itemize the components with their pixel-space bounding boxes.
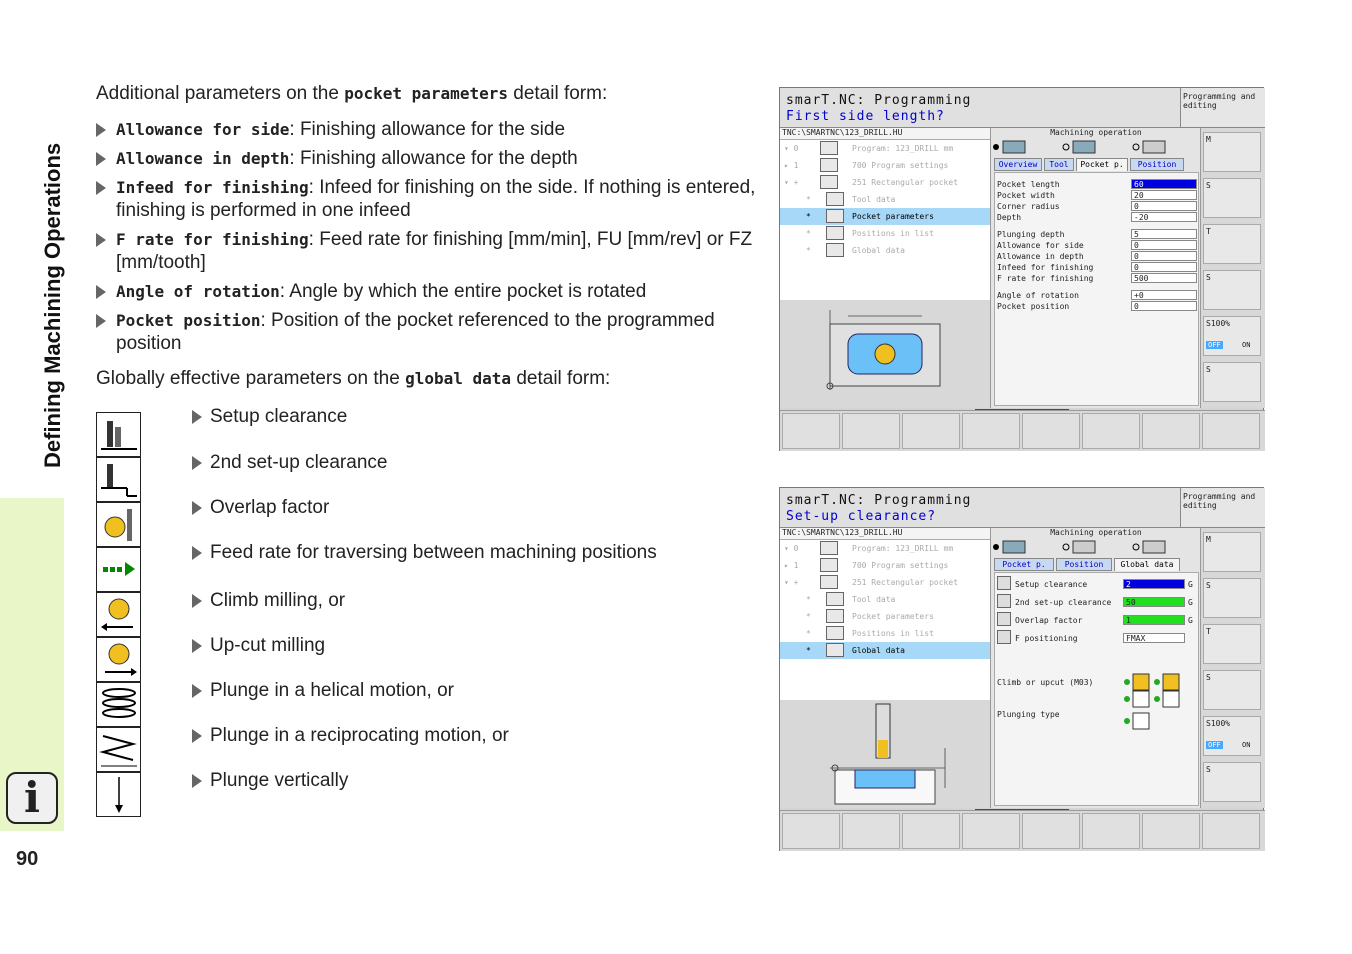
- tree-item[interactable]: [780, 140, 990, 157]
- form-tabs: [994, 158, 1199, 171]
- overlap-factor-icon: [96, 502, 141, 547]
- form-panel: [990, 528, 1200, 808]
- list-item: [96, 228, 756, 274]
- field-input[interactable]: 60: [1131, 179, 1197, 189]
- tree-item[interactable]: [780, 642, 990, 659]
- screen-title: smarT.NC: Programming: [786, 93, 972, 108]
- tree-marker: *: [806, 595, 811, 604]
- second-setup-clearance-icon: [96, 457, 141, 502]
- softkey-label: S: [1206, 765, 1211, 774]
- reciprocating-plunge-icon: [96, 727, 141, 772]
- softkey-2[interactable]: [842, 813, 900, 849]
- tree-node-icon: [826, 592, 844, 606]
- tree-node-icon: [820, 558, 838, 572]
- tree-marker: *: [806, 212, 811, 221]
- field-input[interactable]: +0: [1131, 290, 1197, 300]
- info-icon: i: [6, 772, 58, 824]
- global-item-label: Plunge vertically: [210, 770, 349, 791]
- machining-operation-label: Machining operation: [1050, 528, 1142, 537]
- tree-item[interactable]: [780, 608, 990, 625]
- climb-upcut-row: [995, 677, 1200, 688]
- field-label: Plunging depth: [997, 230, 1065, 239]
- list-item: [192, 770, 348, 792]
- tree-label: 251 Rectangular pocket: [852, 578, 958, 587]
- arrow-right-icon: [192, 501, 202, 515]
- form-row: [995, 179, 1200, 190]
- tool-preview: [780, 700, 990, 808]
- softkey-3[interactable]: [1203, 224, 1261, 264]
- arrow-right-icon: [192, 729, 202, 743]
- softkey-6[interactable]: [1203, 762, 1261, 802]
- plunging-type-label: Plunging type: [997, 710, 1060, 719]
- tree-item[interactable]: [780, 157, 990, 174]
- tree-item[interactable]: [780, 557, 990, 574]
- tab-tool[interactable]: Tool: [1044, 158, 1074, 171]
- global-icon-column: [96, 412, 141, 817]
- arrow-right-icon: [192, 410, 202, 424]
- tab-overview[interactable]: Overview: [994, 158, 1042, 171]
- tree-label: Global data: [852, 246, 905, 255]
- list-item: [96, 309, 756, 355]
- screen-prompt: First side length?: [786, 109, 945, 124]
- tree-node-icon: [820, 575, 838, 589]
- field-label: Pocket width: [997, 191, 1055, 200]
- param-code: Allowance in depth: [116, 149, 290, 168]
- softkey-label: S: [1206, 365, 1211, 374]
- param-text: : Angle by which the entire pocket is rotated: [279, 281, 647, 302]
- vertical-plunge-icon: [96, 772, 141, 817]
- softkey-5[interactable]: [1022, 813, 1080, 849]
- tree-label: 700 Program settings: [852, 161, 949, 170]
- program-tree: [780, 540, 990, 700]
- tree-node-icon: [820, 141, 838, 155]
- field-input[interactable]: 50: [1123, 597, 1185, 607]
- list-item: [192, 497, 329, 519]
- arrow-right-icon: [96, 152, 106, 166]
- softkey-label: M: [1206, 535, 1211, 544]
- list-item: [192, 406, 347, 428]
- tree-item[interactable]: [780, 540, 990, 557]
- field-input[interactable]: 0: [1131, 240, 1197, 250]
- tree-marker: *: [806, 612, 811, 621]
- global-item-label: Overlap factor: [210, 497, 330, 518]
- tab-pocket-p[interactable]: Pocket p.: [994, 558, 1054, 571]
- tree-label: Program: 123_DRILL mm: [852, 144, 954, 153]
- field-icon: [997, 612, 1011, 626]
- tree-marker: *: [806, 646, 811, 655]
- climb-milling-icon: [96, 592, 141, 637]
- tree-label: 700 Program settings: [852, 561, 949, 570]
- field-label: Overlap factor: [1015, 616, 1083, 625]
- off-badge: OFF: [1208, 741, 1221, 749]
- arrow-right-icon: [96, 285, 106, 299]
- tree-marker: *: [806, 195, 811, 204]
- field-icon: [997, 594, 1011, 608]
- field-input[interactable]: 0: [1131, 301, 1197, 311]
- upcut-milling-icon: [96, 637, 141, 682]
- field-label: Pocket length: [997, 180, 1060, 189]
- list-item: [192, 635, 325, 657]
- field-label: Depth: [997, 213, 1022, 222]
- field-input[interactable]: 0: [1131, 262, 1197, 272]
- tree-label: Pocket parameters: [852, 612, 934, 621]
- tree-node-icon: [820, 541, 838, 555]
- tree-marker: *: [806, 246, 811, 255]
- softkey-1[interactable]: [782, 413, 840, 449]
- tree-item[interactable]: [780, 208, 990, 225]
- softkey-3[interactable]: [902, 413, 960, 449]
- tree-node-icon: [820, 158, 838, 172]
- parameter-form: [994, 172, 1199, 406]
- softkey-3[interactable]: [1203, 624, 1261, 664]
- program-tree: [780, 140, 990, 300]
- screen-title: smarT.NC: Programming: [786, 493, 972, 508]
- field-input[interactable]: 20: [1131, 190, 1197, 200]
- softkey-4[interactable]: [1203, 670, 1261, 710]
- field-label: Allowance for side: [997, 241, 1084, 250]
- global-item-label: Up-cut milling: [210, 635, 326, 656]
- softkey-1[interactable]: [1203, 132, 1261, 172]
- sidebar: [0, 0, 64, 954]
- tree-item[interactable]: [780, 191, 990, 208]
- screen-title-bar: [780, 488, 1180, 528]
- softkey-5[interactable]: [1022, 413, 1080, 449]
- tree-item[interactable]: [780, 242, 990, 259]
- softkey-label: T: [1206, 627, 1211, 636]
- field-suffix: G: [1188, 580, 1193, 589]
- intro-paragraph: [96, 82, 756, 105]
- field-label: Setup clearance: [1015, 580, 1088, 589]
- softkey-2[interactable]: [1203, 578, 1261, 618]
- file-path: TNC:\SMARTNC\123_DRILL.HU: [780, 128, 990, 140]
- form-row: [995, 615, 1200, 626]
- tab-position[interactable]: Position: [1056, 558, 1112, 571]
- tree-item[interactable]: [780, 591, 990, 608]
- list-item: [192, 680, 454, 702]
- list-item: [96, 118, 756, 141]
- param-code: F rate for finishing: [116, 230, 309, 249]
- intro-code: pocket parameters: [344, 84, 508, 103]
- tree-node-icon: [826, 609, 844, 623]
- tree-marker: ▾ +: [784, 178, 799, 187]
- field-label: Corner radius: [997, 202, 1060, 211]
- tree-label: Pocket parameters: [852, 212, 934, 221]
- softkey-2[interactable]: [1203, 178, 1261, 218]
- form-row: [995, 262, 1200, 273]
- field-input[interactable]: 0: [1131, 201, 1197, 211]
- softkey-label: S: [1206, 273, 1211, 282]
- softkey-1[interactable]: [782, 813, 840, 849]
- arrow-right-icon: [96, 233, 106, 247]
- tree-node-icon: [826, 643, 844, 657]
- list-item: [192, 452, 387, 474]
- list-item: [192, 590, 345, 612]
- tree-node-icon: [826, 626, 844, 640]
- arrow-right-icon: [192, 594, 202, 608]
- param-text: : Infeed for finishing on the side. If nothing is entered, finishing is performed in one infeed: [116, 177, 756, 221]
- field-suffix: G: [1188, 598, 1193, 607]
- softkey-5[interactable]: [1203, 316, 1261, 356]
- tree-label: Tool data: [852, 595, 896, 604]
- softkey-6[interactable]: [1203, 362, 1261, 402]
- screenshot-pocket-parameters: [779, 87, 1264, 451]
- tree-marker: *: [806, 229, 811, 238]
- global-item-label: Climb milling, or: [210, 590, 346, 611]
- tree-node-icon: [826, 192, 844, 206]
- form-row: [995, 201, 1200, 212]
- field-input[interactable]: 0: [1131, 251, 1197, 261]
- softkey-column: [1200, 528, 1265, 808]
- field-icon: [997, 630, 1011, 644]
- field-input[interactable]: FMAX: [1123, 633, 1185, 643]
- tree-marker: ▾ 0: [784, 144, 799, 153]
- tree-node-icon: [826, 209, 844, 223]
- field-input[interactable]: 1: [1123, 615, 1185, 625]
- tree-label: Global data: [852, 646, 905, 655]
- field-label: Infeed for finishing: [997, 263, 1094, 272]
- tree-marker: ▸ 1: [784, 161, 799, 170]
- arrow-right-icon: [192, 639, 202, 653]
- field-input[interactable]: 2: [1123, 579, 1185, 589]
- global-intro-paragraph: [96, 367, 756, 390]
- tab-position[interactable]: Position: [1130, 158, 1184, 171]
- param-code: Infeed for finishing: [116, 178, 309, 197]
- softkey-7[interactable]: [1142, 813, 1200, 849]
- tree-node-icon: [820, 175, 838, 189]
- global-item-label: 2nd set-up clearance: [210, 452, 388, 473]
- intro-suffix: detail form:: [507, 83, 608, 104]
- global-intro-prefix: Globally effective parameters on the: [96, 368, 406, 389]
- machining-operation-options[interactable]: [991, 539, 1201, 555]
- tree-label: Positions in list: [852, 629, 934, 638]
- form-row: [995, 212, 1200, 223]
- softkey-4[interactable]: [962, 413, 1020, 449]
- bottom-softkey-bar: [780, 410, 1265, 451]
- tree-label: 251 Rectangular pocket: [852, 178, 958, 187]
- tree-label: Positions in list: [852, 229, 934, 238]
- tree-label: Program: 123_DRILL mm: [852, 544, 954, 553]
- param-code: Allowance for side: [116, 120, 290, 139]
- field-input[interactable]: 5: [1131, 229, 1197, 239]
- global-item-label: Feed rate for traversing between machining positions: [210, 542, 657, 563]
- plunging-type-row: [995, 709, 1200, 720]
- tree-marker: *: [806, 629, 811, 638]
- form-row: [995, 579, 1200, 590]
- tree-item[interactable]: [780, 625, 990, 642]
- screenshot-global-data: [779, 487, 1264, 851]
- param-text: : Feed rate for finishing [mm/min], FU [mm/rev] or FZ [mm/tooth]: [116, 229, 753, 273]
- arrow-right-icon: [192, 546, 202, 560]
- tab-global-data[interactable]: Global data: [1114, 558, 1180, 571]
- field-suffix: G: [1188, 616, 1193, 625]
- softkey-1[interactable]: [1203, 532, 1261, 572]
- field-label: Angle of rotation: [997, 291, 1079, 300]
- field-label: F positioning: [1015, 634, 1078, 643]
- softkey-label: M: [1206, 135, 1211, 144]
- pocket-preview: [780, 300, 990, 408]
- global-intro-code: global data: [405, 369, 512, 388]
- field-input[interactable]: -20: [1131, 212, 1197, 222]
- param-code: Pocket position: [116, 311, 261, 330]
- tab-pocket-p[interactable]: Pocket p.: [1076, 158, 1128, 171]
- main-content: [96, 82, 756, 403]
- list-item: [96, 147, 756, 170]
- softkey-label: T: [1206, 227, 1211, 236]
- machining-operation-options[interactable]: [991, 139, 1201, 155]
- on-label: ON: [1242, 741, 1251, 749]
- param-code: Angle of rotation: [116, 282, 280, 301]
- field-label: F rate for finishing: [997, 274, 1094, 283]
- param-text: : Finishing allowance for the side: [289, 119, 566, 140]
- softkey-label: S: [1206, 181, 1211, 190]
- arrow-right-icon: [192, 456, 202, 470]
- arrow-right-icon: [96, 314, 106, 328]
- tree-node-icon: [826, 226, 844, 240]
- softkey-label: S: [1206, 673, 1211, 682]
- tree-item[interactable]: [780, 574, 990, 591]
- file-path: TNC:\SMARTNC\123_DRILL.HU: [780, 528, 990, 540]
- screen-prompt: Set-up clearance?: [786, 509, 937, 524]
- form-tabs: [994, 558, 1199, 571]
- softkey-2[interactable]: [842, 413, 900, 449]
- param-text: : Position of the pocket referenced to the programmed position: [116, 310, 715, 354]
- softkey-label: S100%: [1206, 719, 1231, 728]
- global-intro-suffix: detail form:: [511, 368, 611, 389]
- on-label: ON: [1242, 341, 1251, 349]
- softkey-7[interactable]: [1142, 413, 1200, 449]
- tree-label: Tool data: [852, 195, 896, 204]
- climb-upcut-label: Climb or upcut (M03): [997, 678, 1094, 687]
- form-row: [995, 190, 1200, 201]
- mode-label: Programming and editing: [1180, 88, 1265, 128]
- form-row: [995, 273, 1200, 284]
- page-number: 90: [16, 848, 39, 870]
- mode-label: Programming and editing: [1180, 488, 1265, 528]
- form-row: [995, 229, 1200, 240]
- tree-node-icon: [826, 243, 844, 257]
- global-item-label: Setup clearance: [210, 406, 348, 427]
- global-item-label: Plunge in a helical motion, or: [210, 680, 454, 701]
- field-input[interactable]: 500: [1131, 273, 1197, 283]
- screen-title-bar: [780, 88, 1180, 128]
- off-badge: OFF: [1208, 341, 1221, 349]
- helical-plunge-icon: [96, 682, 141, 727]
- form-row: [995, 251, 1200, 262]
- arrow-right-icon: [96, 181, 106, 195]
- arrow-right-icon: [192, 774, 202, 788]
- list-item: [96, 176, 756, 222]
- setup-clearance-icon: [96, 412, 141, 457]
- param-text: : Finishing allowance for the depth: [289, 148, 578, 169]
- section-title: Defining Machining Operations: [40, 142, 65, 468]
- softkey-5[interactable]: [1203, 716, 1261, 756]
- field-icon: [997, 576, 1011, 590]
- field-label: 2nd set-up clearance: [1015, 598, 1112, 607]
- softkey-4[interactable]: [1203, 270, 1261, 310]
- field-label: Allowance in depth: [997, 252, 1084, 261]
- arrow-right-icon: [192, 684, 202, 698]
- list-item: [192, 725, 509, 747]
- arrow-right-icon: [96, 123, 106, 137]
- tree-item[interactable]: [780, 225, 990, 242]
- softkey-3[interactable]: [902, 813, 960, 849]
- form-row: [995, 301, 1200, 312]
- tree-marker: ▸ 1: [784, 561, 799, 570]
- form-panel: [990, 128, 1200, 408]
- tree-item[interactable]: [780, 174, 990, 191]
- field-label: Pocket position: [997, 302, 1070, 311]
- form-row: [995, 633, 1200, 644]
- softkey-column: [1200, 128, 1265, 408]
- softkey-4[interactable]: [962, 813, 1020, 849]
- softkey-label: S100%: [1206, 319, 1231, 328]
- form-row: [995, 597, 1200, 608]
- pocket-params-list: [96, 118, 756, 355]
- softkey-6[interactable]: [1082, 413, 1140, 449]
- form-row: [995, 290, 1200, 301]
- softkey-8[interactable]: [1202, 813, 1260, 849]
- softkey-6[interactable]: [1082, 813, 1140, 849]
- bottom-softkey-bar: [780, 810, 1265, 851]
- tree-marker: ▾ 0: [784, 544, 799, 553]
- form-row: [995, 240, 1200, 251]
- global-data-form: [994, 572, 1199, 806]
- softkey-8[interactable]: [1202, 413, 1260, 449]
- tree-marker: ▾ +: [784, 578, 799, 587]
- list-item: [192, 542, 657, 564]
- softkey-label: S: [1206, 581, 1211, 590]
- intro-prefix: Additional parameters on the: [96, 83, 345, 104]
- global-item-label: Plunge in a reciprocating motion, or: [210, 725, 509, 746]
- list-item: [96, 280, 756, 303]
- feed-traverse-icon: [96, 547, 141, 592]
- machining-operation-label: Machining operation: [1050, 128, 1142, 137]
